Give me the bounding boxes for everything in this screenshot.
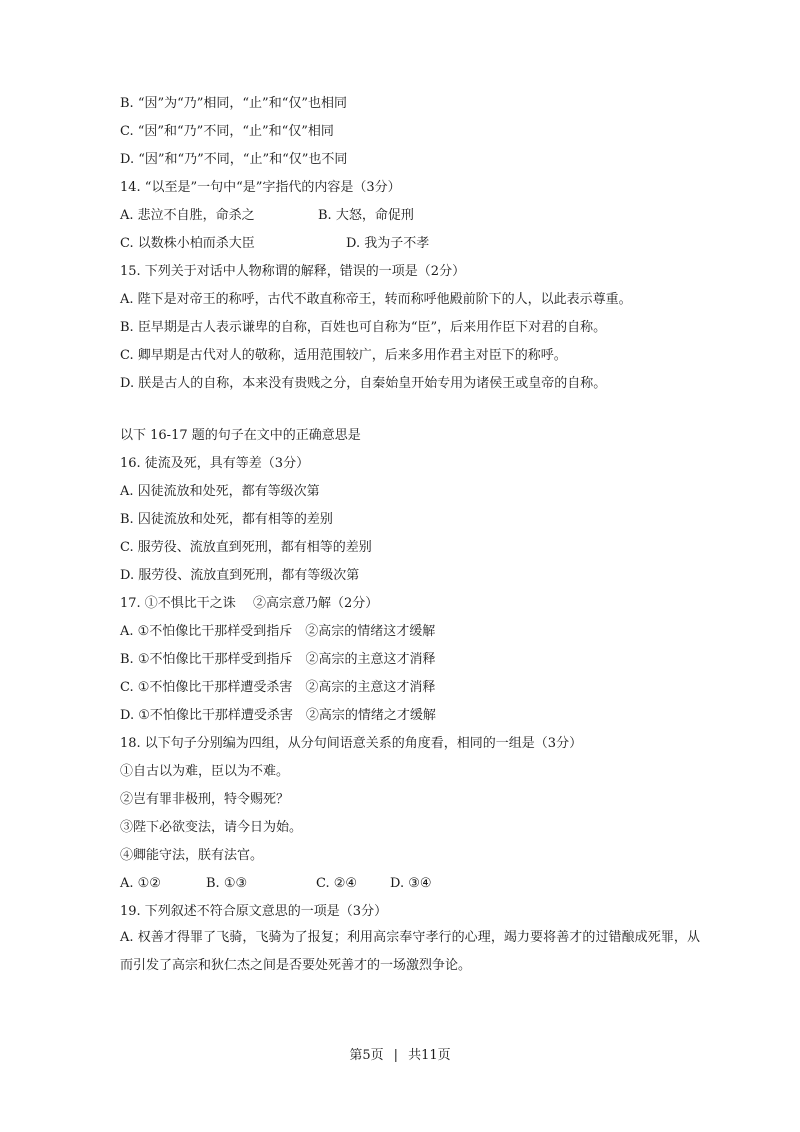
footer-separator: | (393, 1048, 399, 1063)
page-number: 第5页 (349, 1048, 384, 1063)
q15-option-c: C. 卿早期是古代对人的敬称，适用范围较广，后来多用作君主对臣下的称呼。 (120, 348, 567, 363)
q15-option-a: A. 陛下是对帝王的称呼，古代不敢直称帝王，转而称呼他殿前阶下的人，以此表示尊重。 (120, 292, 632, 307)
q18-options-row (120, 874, 700, 894)
q14-option-c: C. 以数株小柏而杀大臣 (120, 236, 255, 251)
q18-sentence-1: ①自古以为难，臣以为不难。 (120, 764, 290, 779)
q18-option-d: D. ③④ (390, 876, 432, 891)
q14-options-row1 (120, 206, 700, 226)
q17-option-c: C. ①不怕像比干那样遭受杀害 ②高宗的主意这才消释 (120, 680, 436, 695)
q16-option-c: C. 服劳役、流放直到死刑，都有相等的差别 (120, 540, 372, 555)
q15-stem: 15. 下列关于对话中人物称谓的解释，错误的一项是（2分） (120, 264, 466, 279)
page-footer (0, 1046, 800, 1066)
q18-stem: 18. 以下句子分别编为四组，从分句间语意关系的角度看，相同的一组是（3分） (120, 736, 583, 751)
q14-option-d: D. 我为子不孝 (346, 236, 430, 251)
q15-option-d: D. 朕是古人的自称，本来没有贵贱之分，自秦始皇开始专用为诸侯王或皇帝的自称。 (120, 376, 607, 391)
q15-option-b: B. 臣早期是古人表示谦卑的自称，百姓也可自称为“臣”，后来用作臣下对君的自称。 (120, 320, 607, 335)
q17-stem: 17. ①不惧比干之诛 ②高宗意乃解（2分） (120, 596, 379, 611)
q18-option-b: B. ①③ (206, 876, 248, 891)
q14-option-b: B. 大怒，命促刑 (318, 208, 414, 223)
section-instruction: 以下 16-17 题的句子在文中的正确意思是 (120, 428, 361, 443)
q18-sentence-3: ③陛下必欲变法，请今日为始。 (120, 820, 303, 835)
q14-option-a: A. 悲泣不自胜，命杀之 (120, 208, 255, 223)
q14-stem: 14. “以至是”一句中“是”字指代的内容是（3分） (120, 180, 401, 195)
q13-option-b: B. “因”为“乃”相同，“止”和“仅”也相同 (120, 96, 347, 111)
q19-stem: 19. 下列叙述不符合原文意思的一项是（3分） (120, 904, 388, 919)
q17-option-b: B. ①不怕像比干那样受到指斥 ②高宗的主意这才消释 (120, 652, 436, 667)
q13-option-d: D. “因”和“乃”不同，“止”和“仅”也不同 (120, 152, 348, 167)
q18-sentence-4: ④卿能守法，朕有法官。 (120, 848, 264, 863)
q18-option-a: A. ①② (120, 876, 161, 891)
q14-options-row2 (120, 234, 700, 254)
q13-option-c: C. “因”和“乃”不同，“止”和“仅”相同 (120, 124, 334, 139)
page-total: 共11页 (408, 1048, 451, 1063)
q16-stem: 16. 徒流及死，具有等差（3分） (120, 456, 310, 471)
q17-option-d: D. ①不怕像比干那样遭受杀害 ②高宗的情绪之才缓解 (120, 708, 436, 723)
q18-option-c: C. ②④ (316, 876, 358, 891)
q16-option-d: D. 服劳役、流放直到死刑，都有等级次第 (120, 568, 360, 583)
q17-option-a: A. ①不怕像比干那样受到指斥 ②高宗的情绪这才缓解 (120, 624, 436, 639)
q18-sentence-2: ②岂有罪非极刑，特令赐死？ (120, 792, 290, 807)
q16-option-b: B. 囚徒流放和处死，都有相等的差别 (120, 512, 333, 527)
q19-option-a: A. 权善才得罪了飞骑，飞骑为了报复；利用高宗奉守孝行的心理，竭力要将善才的过错酿成死罪，从而引发了高宗和狄仁杰之间是否要处死善才的一场激烈争论。 (120, 930, 700, 973)
q16-option-a: A. 囚徒流放和处死，都有等级次第 (120, 484, 320, 499)
